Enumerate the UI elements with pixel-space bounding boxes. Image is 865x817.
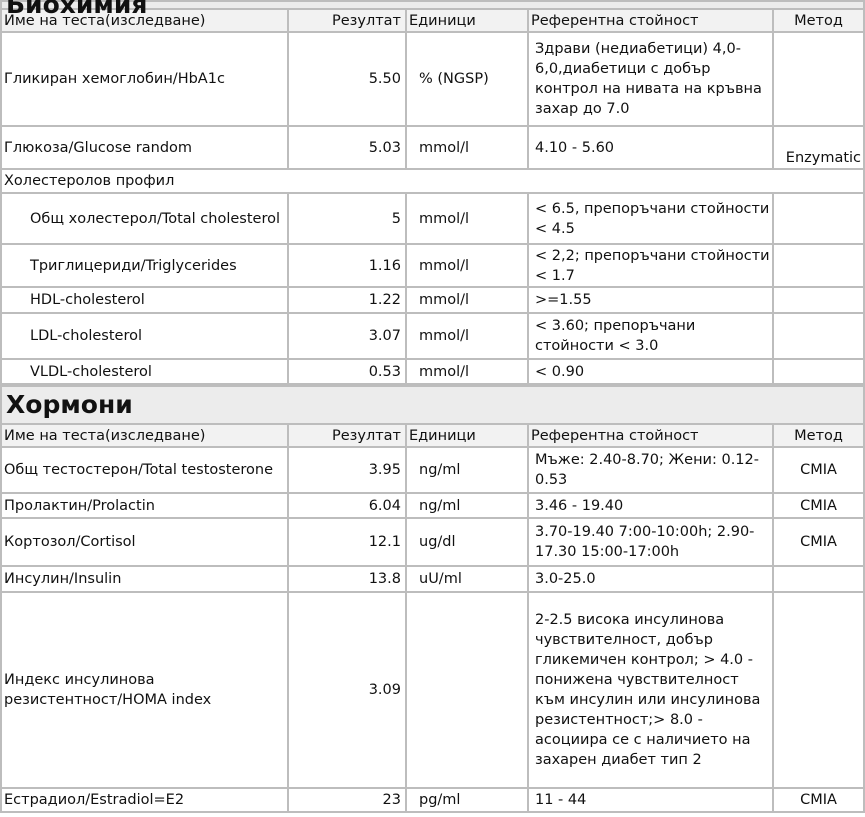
test-ref: < 3.60; препоръчани стойности < 3.0 [528,313,773,359]
test-method: CMIA [773,493,864,518]
test-name: Индекс инсулинова резистентност/HOMA index [1,592,288,788]
test-units [406,592,528,788]
table-row [1,244,864,287]
table-row [1,592,864,788]
test-method [773,592,864,788]
test-ref: 3.0-25.0 [528,566,773,592]
test-ref: 3.70-19.40 7:00-10:00h; 2.90-17.30 15:00-17:00h [528,518,773,566]
col-result: Резултат [288,9,406,32]
test-units: mmol/l [406,193,528,244]
test-units: mmol/l [406,126,528,169]
test-name: Инсулин/Insulin [1,566,288,592]
test-units: ng/ml [406,493,528,518]
table-row [1,126,864,169]
test-ref: 3.46 - 19.40 [528,493,773,518]
header-row [1,9,864,32]
test-name: LDL-cholesterol [1,313,288,359]
biochemistry-table [0,0,865,385]
col-units: Единици [406,424,528,447]
test-result: 13.8 [288,566,406,592]
test-name: Естрадиол/Estradiol=E2 [1,788,288,812]
col-units: Единици [406,9,528,32]
test-result: 5.03 [288,126,406,169]
test-units: uU/ml [406,566,528,592]
table-row [1,359,864,384]
test-ref: 11 - 44 [528,788,773,812]
test-ref: Здрави (недиабетици) 4,0-6,0,диабетици с добър контрол на нивата на кръвна захар до 7.0 [528,32,773,126]
test-ref: < 6.5, препоръчани стойности < 4.5 [528,193,773,244]
group-row [1,169,864,193]
col-result: Резултат [288,424,406,447]
test-name: Кортозол/Cortisol [1,518,288,566]
table-row [1,193,864,244]
table-row [1,566,864,592]
test-ref: Мъже: 2.40-8.70; Жени: 0.12-0.53 [528,447,773,493]
test-method [773,313,864,359]
group-name: Холестеролов профил [1,169,864,193]
test-name: Глюкоза/Glucose random [1,126,288,169]
test-method: CMIA [773,447,864,493]
test-result: 3.07 [288,313,406,359]
section-title-biochemistry [1,1,864,9]
test-method [773,359,864,384]
test-method: CMIA [773,518,864,566]
test-units: mmol/l [406,287,528,313]
test-name: Триглицериди/Triglycerides [1,244,288,287]
test-ref: >=1.55 [528,287,773,313]
table-row [1,313,864,359]
table-row [1,493,864,518]
test-units: mmol/l [406,359,528,384]
test-name: VLDL-cholesterol [1,359,288,384]
table-row [1,287,864,313]
test-result: 3.95 [288,447,406,493]
test-units: % (NGSP) [406,32,528,126]
test-name: Гликиран хемоглобин/HbA1c [1,32,288,126]
test-ref: < 0.90 [528,359,773,384]
col-ref: Референтна стойност [528,424,773,447]
test-method [773,244,864,287]
test-method: CMIA [773,788,864,812]
test-result: 3.09 [288,592,406,788]
table-row [1,447,864,493]
test-method [773,566,864,592]
test-result: 0.53 [288,359,406,384]
test-units: pg/ml [406,788,528,812]
test-result: 5.50 [288,32,406,126]
test-units: ug/dl [406,518,528,566]
test-method [773,193,864,244]
table-row [1,518,864,566]
test-method [773,287,864,313]
table-row [1,32,864,126]
test-name: Пролактин/Prolactin [1,493,288,518]
hormones-table [0,385,865,813]
section-title-hormones: Хормони [1,386,864,424]
test-result: 12.1 [288,518,406,566]
col-name: Име на теста(изследване) [1,9,288,32]
test-units: mmol/l [406,313,528,359]
test-result: 5 [288,193,406,244]
test-method: Enzymatic [773,126,864,169]
test-name: HDL-cholesterol [1,287,288,313]
test-method [773,32,864,126]
col-name: Име на теста(изследване) [1,424,288,447]
test-name: Общ холестерол/Total cholesterol [1,193,288,244]
test-name: Общ тестостерон/Total testosterone [1,447,288,493]
test-ref: 2-2.5 висока инсулинова чувствителност, добър гликемичен контрол; > 4.0 - понижена чувствителност към инсулин или инсулинова резистентност;> 8.0 - асоциира се с наличието на захарен диабет тип 2 [528,592,773,788]
test-result: 23 [288,788,406,812]
test-result: 1.22 [288,287,406,313]
col-method: Метод [773,9,864,32]
test-units: ng/ml [406,447,528,493]
test-result: 6.04 [288,493,406,518]
test-result: 1.16 [288,244,406,287]
test-ref: 4.10 - 5.60 [528,126,773,169]
col-method: Метод [773,424,864,447]
test-units: mmol/l [406,244,528,287]
test-ref: < 2,2; препоръчани стойности < 1.7 [528,244,773,287]
table-row [1,788,864,812]
col-ref: Референтна стойност [528,9,773,32]
header-row [1,424,864,447]
